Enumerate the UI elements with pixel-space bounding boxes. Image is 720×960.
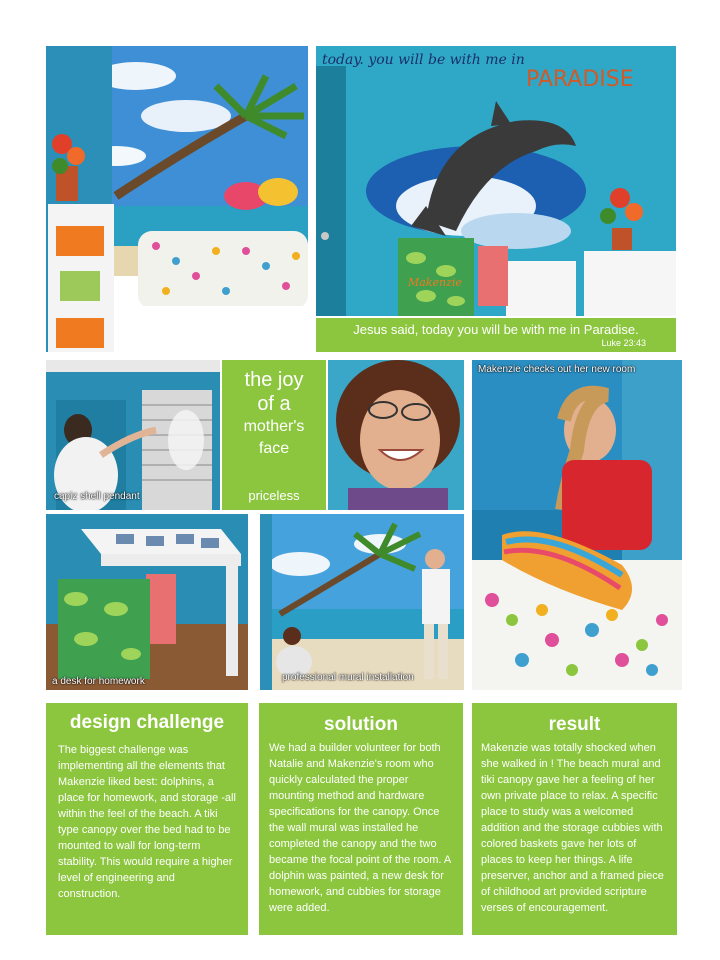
photo-mother-face — [328, 360, 464, 510]
photo-dolphin-wall — [316, 46, 676, 316]
wall-script-text: today. you will be with me in — [322, 52, 525, 68]
wall-paradise-word: PARADISE — [526, 67, 634, 92]
photo-desk — [46, 514, 248, 690]
section-title-result: result — [548, 714, 601, 735]
section-result — [472, 703, 677, 935]
section-title-design-challenge: design challenge — [69, 712, 225, 733]
photo-mural-installation — [260, 514, 464, 690]
verse-text: Jesus said, today you will be with me in Paradise. — [353, 322, 639, 337]
section-body-design-challenge: The biggest challenge was implementing all the elements that Makenzie liked best: dolphins, a place for homework, and storage -all within the feel of the beach. A tiki type canopy over the bed had to be mounted to wall for long-term stability. This would require a higher level of engineering and construction. — [58, 744, 236, 900]
verse-box — [316, 318, 676, 352]
joy-line-3: mother's — [243, 418, 305, 435]
joy-tagline: priceless — [248, 488, 300, 503]
caption-mural-installation: professional mural installation — [282, 672, 414, 683]
joy-box — [222, 360, 326, 510]
caption-desk: a desk for homework — [52, 676, 145, 687]
towel-name: Makenzie — [408, 276, 462, 289]
photo-capiz-pendant — [46, 360, 220, 510]
joy-line-1: the joy — [244, 369, 304, 391]
photo-makenzie — [472, 360, 682, 690]
photo-beach-mural-bed — [46, 46, 308, 352]
joy-line-4: face — [258, 440, 290, 457]
joy-line-2: of a — [257, 393, 291, 415]
section-body-solution: We had a builder volunteer for both Natalie and Makenzie's room who quickly calculated the proper mounting method and hardware specifications for the canopy. Once the wall mural was installed he completed the canopy and the two became the focal point of the room. A dolphin was painted, a new desk for homework, and cubbies for storage were added. — [269, 742, 451, 914]
caption-makenzie: Makenzie checks out her new room — [478, 364, 636, 375]
section-design-challenge — [46, 703, 248, 935]
section-title-solution: solution — [324, 714, 398, 735]
caption-capiz-pendant: capiz shell pendant — [54, 491, 140, 502]
verse-reference: Luke 23:43 — [601, 338, 646, 348]
section-body-result: Makenzie was totally shocked when she walked in ! The beach mural and tiki canopy gave her a feeling of her own private place to relax. A specific place to study was a welcomed addition and the storage cubbies with colored baskets gave her lots of places to keep her things. A life preserver, anchor and a framed piece of childhood art provided scripture verses of encouragement. — [481, 742, 664, 914]
section-solution — [259, 703, 463, 935]
